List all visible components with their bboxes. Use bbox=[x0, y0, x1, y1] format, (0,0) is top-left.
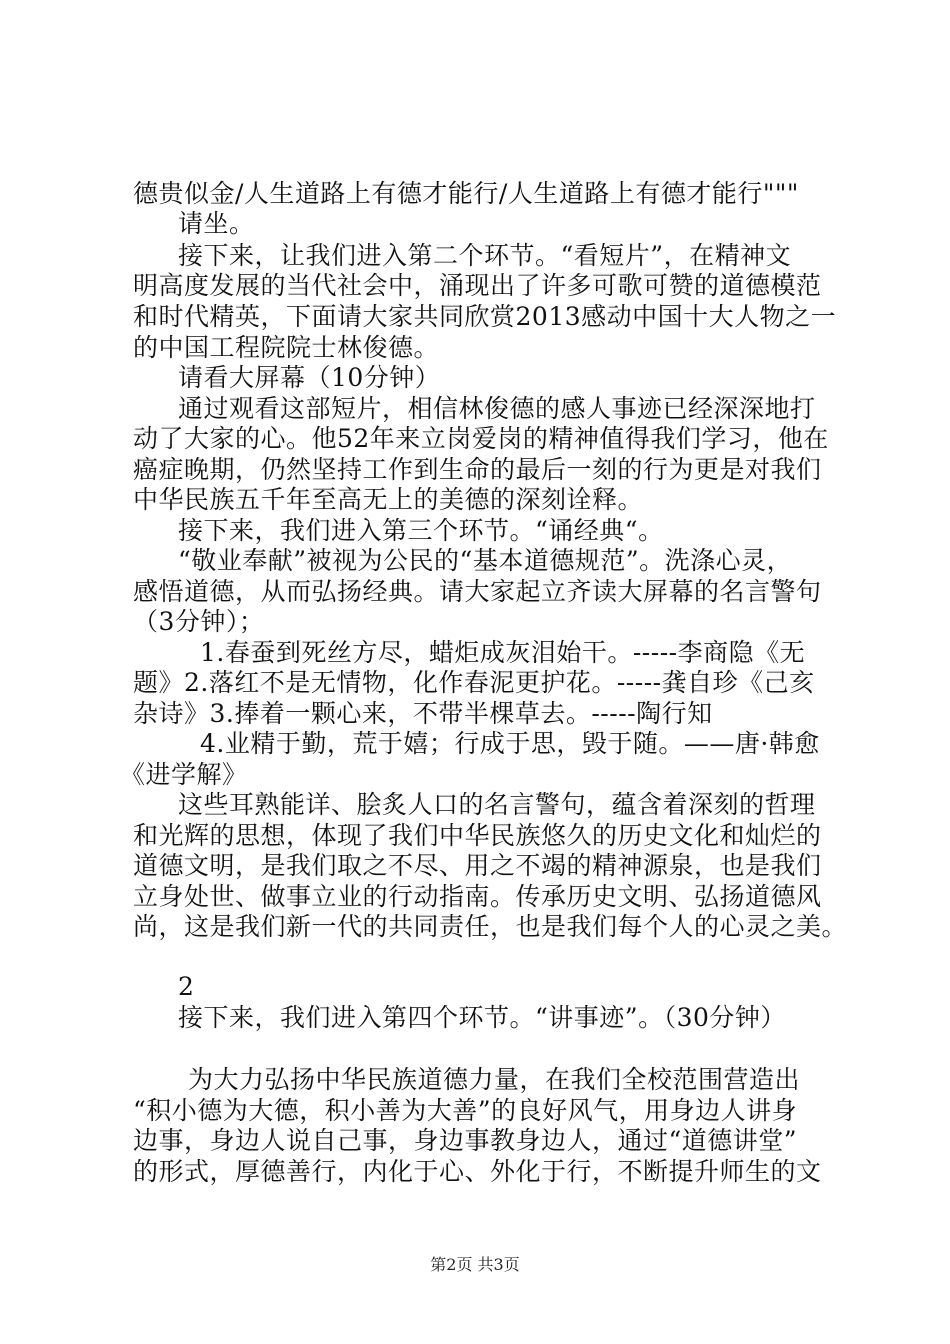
text-line: 感悟道德，从而弘扬经典。请大家起立齐读大屏幕的名言警句 bbox=[133, 577, 822, 606]
page-number-inline: 2 bbox=[178, 972, 195, 1001]
text-line: 请坐。 bbox=[178, 209, 255, 238]
text-line: 动了大家的心。他52年来立岗爱岗的精神值得我们学习，他在 bbox=[133, 424, 829, 453]
text-line: 接下来，我们进入第四个环节。“讲事迹”。（30分钟） bbox=[178, 1003, 786, 1032]
text-line: 尚，这是我们新一代的共同责任，也是我们每个人的心灵之美。 bbox=[133, 912, 848, 941]
text-line: “积小德为大德，积小善为大善”的良好风气，用身边人讲身 bbox=[133, 1096, 798, 1125]
text-line: 这些耳熟能详、脍炙人口的名言警句，蕴含着深刻的哲理 bbox=[178, 790, 816, 819]
text-line: 道德文明，是我们取之不尽、用之不竭的精神源泉，也是我们 bbox=[133, 851, 822, 880]
text-line: （3分钟）； bbox=[133, 607, 265, 636]
text-line: 边事，身边人说自己事，身边事教身边人，通过“道德讲堂” bbox=[133, 1126, 798, 1155]
text-line: 和时代精英，下面请大家共同欣赏2013感动中国十大人物之一 bbox=[133, 302, 837, 331]
text-line: 为大力弘扬中华民族道德力量，在我们全校范围营造出 bbox=[188, 1065, 801, 1094]
text-line: 题》2.落红不是无情物，化作春泥更护花。-----龚自珍《己亥 bbox=[133, 668, 815, 697]
text-line: 中华民族五千年至高无上的美德的深刻诠释。 bbox=[133, 485, 644, 514]
text-line: 4.业精于勤，荒于嬉；行成于思，毁于随。——唐·韩愈 bbox=[200, 729, 820, 758]
text-line: 明高度发展的当代社会中，涌现出了许多可歌可赞的道德模范 bbox=[133, 271, 822, 300]
text-line: 的形式，厚德善行，内化于心、外化于行，不断提升师生的文 bbox=[133, 1157, 822, 1186]
text-line: 德贵似金/人生道路上有德才能行/人生道路上有德才能行""" bbox=[133, 179, 799, 208]
text-line: “敬业奉献”被视为公民的“基本道德规范”。洗涤心灵， bbox=[178, 546, 793, 575]
text-line: 立身处世、做事立业的行动指南。传承历史文明、弘扬道德风 bbox=[133, 882, 822, 911]
text-line: 1.春蚕到死丝方尽，蜡炬成灰泪始干。-----李商隐《无 bbox=[200, 638, 806, 667]
text-line: 杂诗》3.捧着一颗心来，不带半棵草去。-----陶行知 bbox=[133, 699, 713, 728]
page-footer: 第2页 共3页 bbox=[430, 1255, 520, 1274]
text-line: 《进学解》 bbox=[120, 760, 248, 789]
text-line: 和光辉的思想，体现了我们中华民族悠久的历史文化和灿烂的 bbox=[133, 821, 822, 850]
text-line: 癌症晚期，仍然坚持工作到生命的最后一刻的行为更是对我们 bbox=[133, 455, 822, 484]
text-line: 请看大屏幕（10分钟） bbox=[178, 363, 441, 392]
text-line: 接下来，我们进入第三个环节。“诵经典“。 bbox=[178, 516, 664, 545]
text-line: 的中国工程院院士林俊德。 bbox=[133, 333, 440, 362]
text-line: 接下来，让我们进入第二个环节。“看短片”，在精神文 bbox=[178, 241, 792, 270]
text-line: 通过观看这部短片，相信林俊德的感人事迹已经深深地打 bbox=[178, 394, 816, 423]
